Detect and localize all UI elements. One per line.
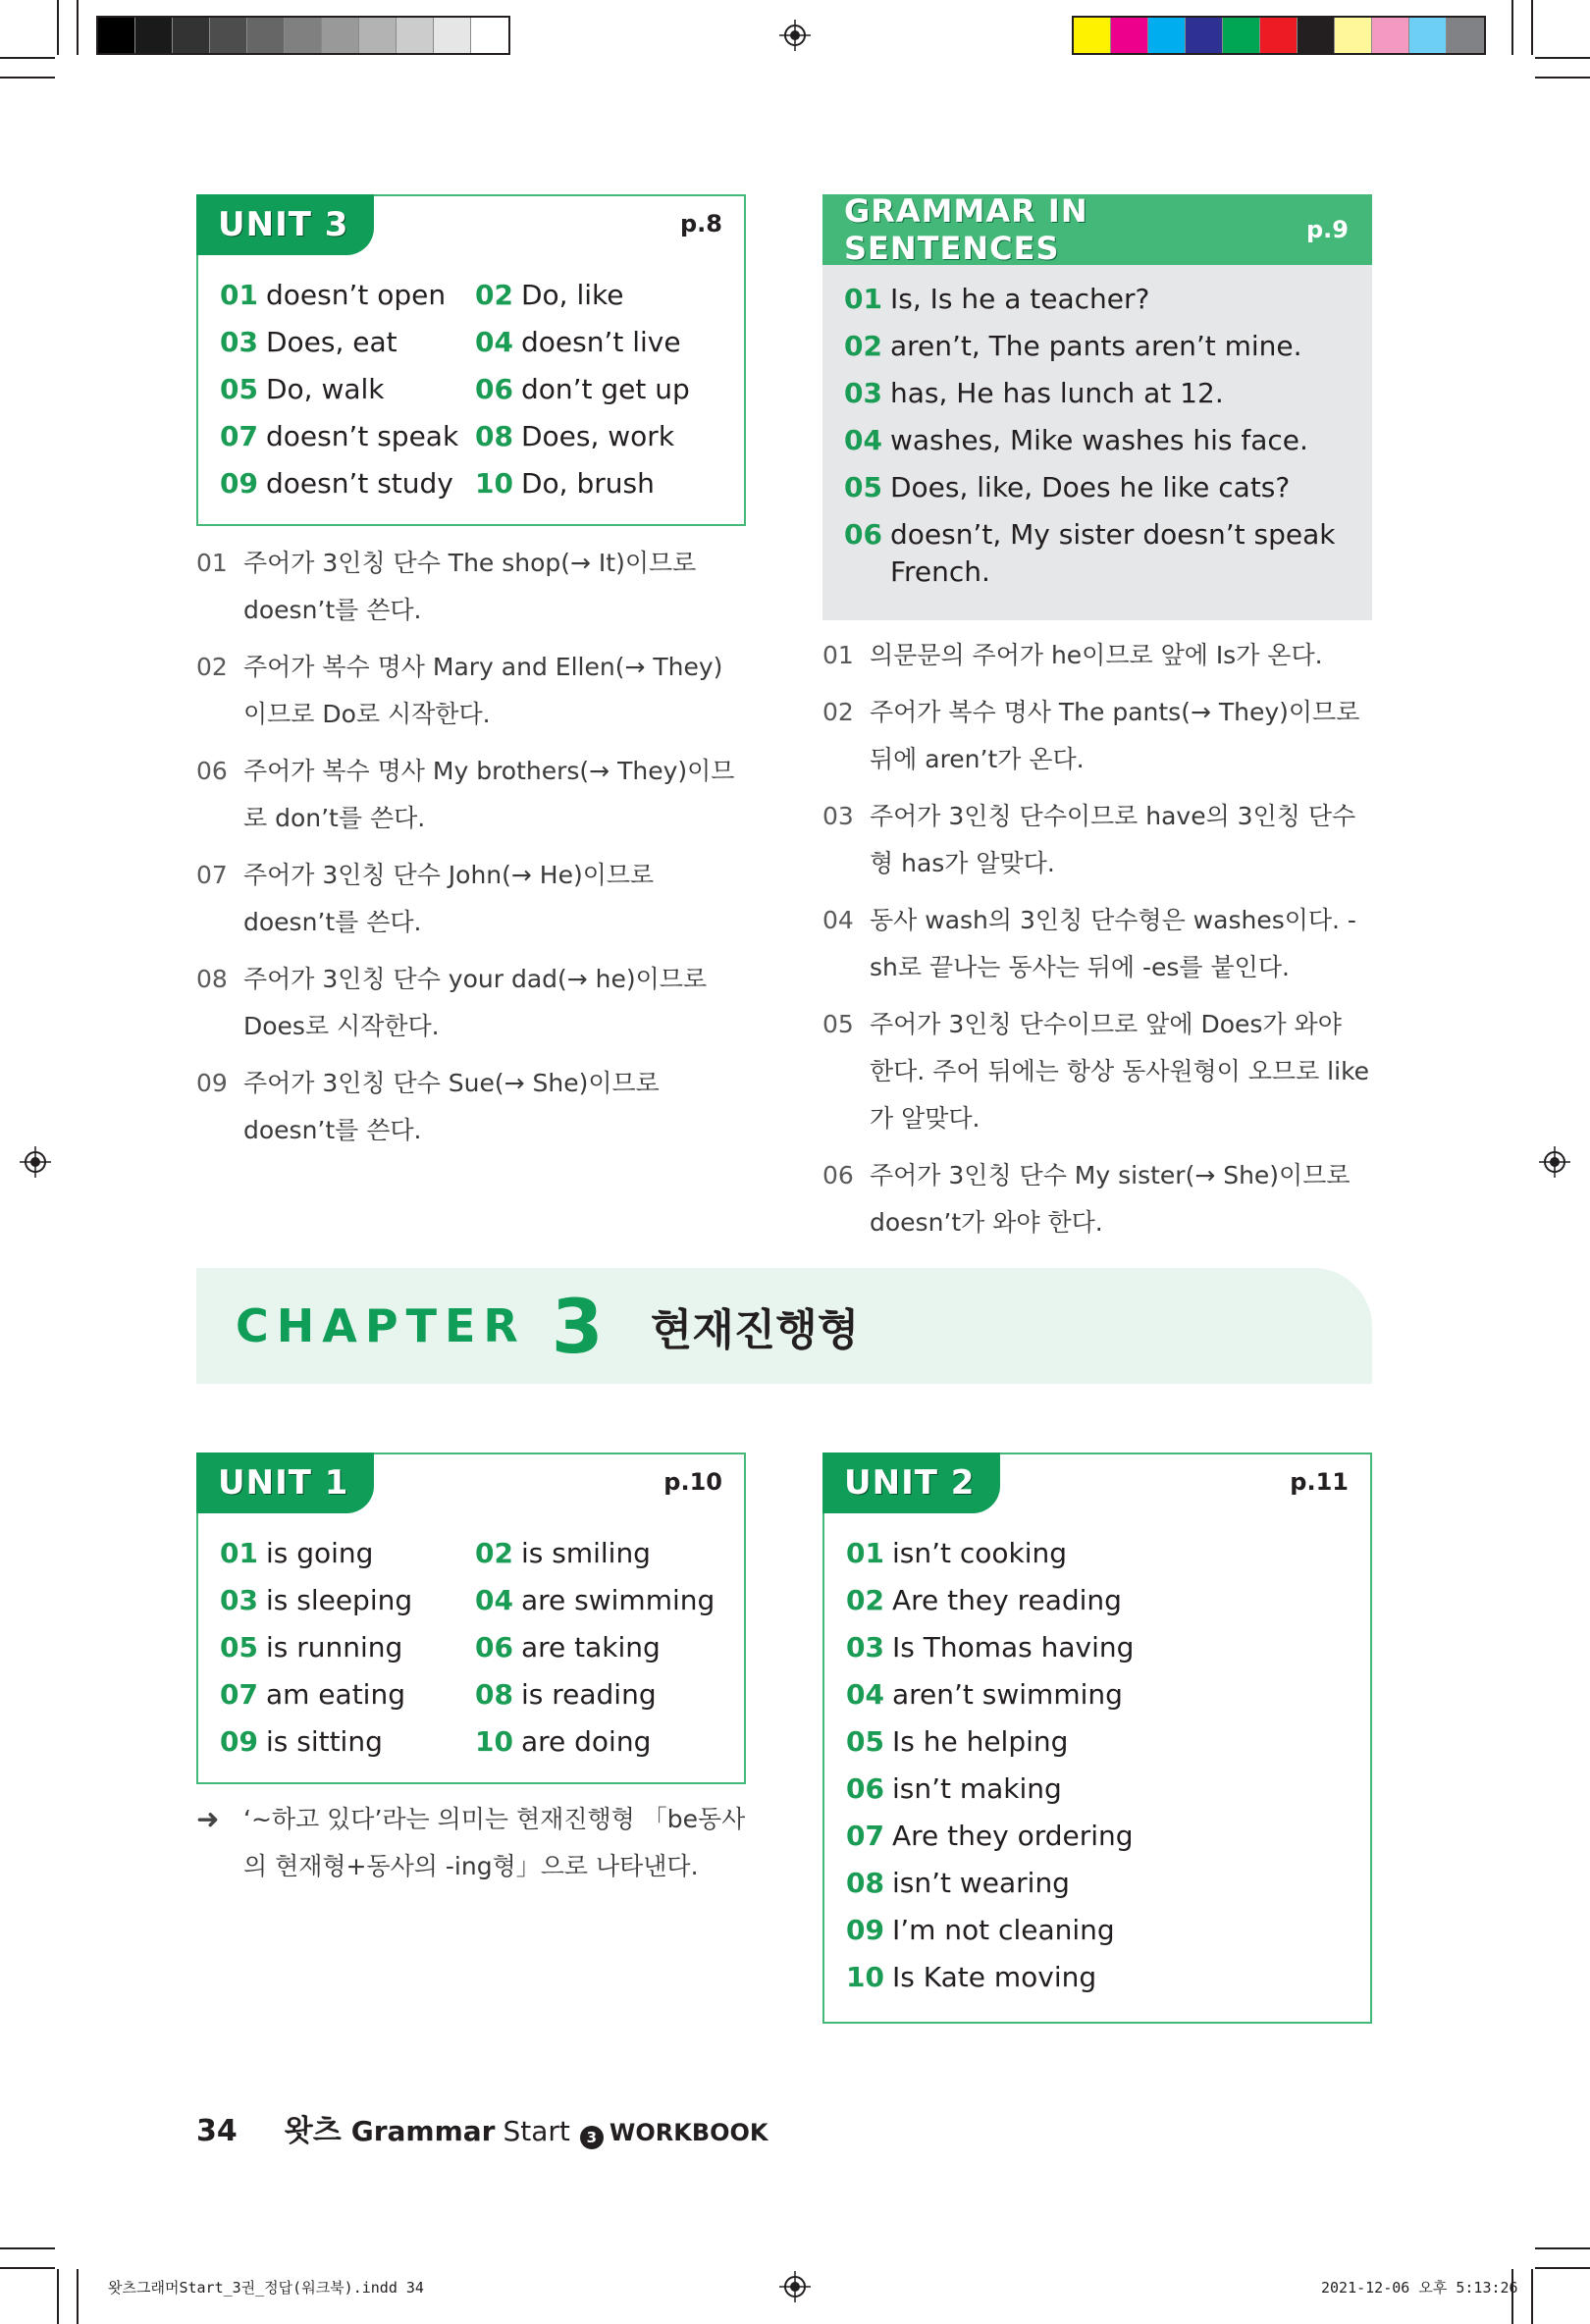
answer-item (475, 1723, 734, 1761)
explanation-text: 동사 wash의 3인칭 단수형은 washes이다. -sh로 끝나는 동사는 뒤에 -es를 붙인다. (870, 906, 1356, 981)
color-swatch (135, 18, 173, 53)
crop-mark (1535, 2267, 1590, 2269)
answer-item (220, 1535, 475, 1572)
color-swatch (1372, 18, 1409, 53)
answer-text: I’m not cleaning (891, 1914, 1115, 1946)
answer-text: is going (265, 1537, 374, 1569)
crop-mark (1535, 57, 1590, 59)
answer-number: 03 (844, 377, 882, 409)
answer-item (220, 418, 475, 455)
answer-number: 09 (220, 1725, 258, 1758)
explanation-text: 주어가 3인칭 단수 My sister(→ She)이므로 doesn’t가 와야 한다. (870, 1161, 1351, 1237)
color-swatch (1074, 18, 1111, 53)
unit1-tag: UNIT 1 (196, 1452, 374, 1513)
color-swatch (1148, 18, 1186, 53)
answer-text: are swimming (520, 1584, 716, 1616)
answer-item (475, 1582, 734, 1619)
color-swatch (434, 18, 471, 53)
unit3-explanations (196, 540, 746, 1154)
answer-text: Is he helping (891, 1725, 1069, 1758)
answer-item (220, 371, 475, 408)
registration-mark-icon (779, 2271, 811, 2302)
answer-item (220, 465, 475, 502)
color-swatch (322, 18, 359, 53)
answer-item (220, 1629, 475, 1666)
answer-number: 04 (844, 424, 882, 456)
slug-file-name: 왓츠그래머Start_3권_정답(워크북).indd 34 (108, 2279, 424, 2297)
gis-answer-list (822, 265, 1372, 591)
answer-number: 08 (475, 1678, 513, 1711)
gis-page-ref: p.9 (1306, 216, 1349, 243)
explanation-item (822, 689, 1372, 783)
registration-mark-icon (1539, 1146, 1570, 1178)
explanation-text: 주어가 복수 명사 Mary and Ellen(→ They)이므로 Do로 시작한다. (243, 653, 723, 728)
explanation-number: 01 (822, 641, 854, 669)
explanation-number: 05 (822, 1010, 854, 1038)
arrow-right-icon: ➜ (196, 1803, 220, 1835)
answer-number: 09 (220, 467, 258, 500)
answer-text: isn’t cooking (891, 1537, 1068, 1569)
answer-item (846, 1582, 1360, 1619)
color-swatch (1186, 18, 1223, 53)
answer-text: Is Thomas having (891, 1631, 1135, 1664)
color-swatch (1335, 18, 1372, 53)
slug-timestamp: 2021-12-06 오후 5:13:26 (1321, 2279, 1518, 2297)
book-title-grammar: Grammar (350, 2115, 496, 2147)
unit1-answer-box (196, 1452, 746, 1784)
unit1-page-ref: p.10 (663, 1468, 722, 1496)
color-swatch (173, 18, 210, 53)
gis-title: GRAMMAR IN SENTENCES (844, 192, 1088, 267)
chapter-label: CHAPTER (236, 1299, 526, 1352)
answer-item (475, 324, 734, 361)
answer-text: Are they ordering (891, 1820, 1134, 1852)
answer-number: 05 (220, 1631, 258, 1664)
answer-number: 07 (846, 1820, 884, 1852)
answer-item (475, 277, 734, 314)
answer-number: 03 (220, 326, 258, 358)
gis-header (822, 194, 1372, 265)
unit3-tag: UNIT 3 (196, 194, 374, 255)
answer-text: Does, like, Does he like cats? (889, 471, 1291, 503)
answer-number: 08 (846, 1867, 884, 1899)
answer-number: 08 (475, 420, 513, 452)
answer-number: 02 (846, 1584, 884, 1616)
crop-mark (1535, 2247, 1590, 2249)
answer-number: 10 (475, 467, 513, 500)
explanation-text: 주어가 3인칭 단수 Sue(→ She)이므로 doesn’t를 쓴다. (243, 1069, 660, 1144)
crop-mark (0, 2267, 55, 2269)
answer-number: 01 (846, 1537, 884, 1569)
answer-text: Does, eat (265, 326, 398, 358)
answer-number: 01 (844, 283, 882, 315)
unit3-answer-grid (220, 277, 734, 502)
answer-item (846, 1770, 1360, 1808)
book-title-start: Start (503, 2115, 570, 2147)
crop-mark (1511, 0, 1513, 55)
gis-explanations (822, 632, 1372, 1246)
answer-text: doesn’t, My sister doesn’t speak French. (889, 518, 1336, 588)
answer-item (475, 371, 734, 408)
answer-item (844, 375, 1354, 412)
answer-item (475, 1676, 734, 1714)
explanation-item (822, 1001, 1372, 1142)
answer-number: 05 (846, 1725, 884, 1758)
explanation-text: 주어가 3인칭 단수이므로 have의 3인칭 단수형 has가 알맞다. (870, 802, 1356, 877)
color-swatch (1447, 18, 1484, 53)
explanation-text: 주어가 3인칭 단수이므로 앞에 Does가 와야 한다. 주어 뒤에는 항상 동사원형이 오므로 like가 알맞다. (870, 1010, 1370, 1133)
answer-number: 07 (220, 1678, 258, 1711)
explanation-number: 02 (196, 653, 228, 681)
answer-text: aren’t swimming (891, 1678, 1123, 1711)
answer-text: Is, Is he a teacher? (889, 283, 1150, 315)
answer-item (475, 1629, 734, 1666)
unit2-tag: UNIT 2 (822, 1452, 1000, 1513)
explanation-item (196, 1060, 746, 1154)
explanation-item (196, 852, 746, 946)
answer-text: is sleeping (265, 1584, 413, 1616)
answer-item (475, 418, 734, 455)
answer-text: is smiling (520, 1537, 651, 1569)
answer-number: 06 (475, 1631, 513, 1664)
color-swatch (210, 18, 247, 53)
explanation-number: 06 (196, 757, 228, 785)
registration-mark-icon (779, 20, 811, 51)
answer-text: doesn’t speak (265, 420, 459, 452)
color-swatch (247, 18, 285, 53)
unit2-answer-list (846, 1535, 1360, 1996)
answer-number: 01 (220, 1537, 258, 1569)
answer-text: is reading (520, 1678, 657, 1711)
explanation-text: 의문문의 주어가 he이므로 앞에 Is가 온다. (870, 641, 1323, 669)
answer-item (846, 1865, 1360, 1902)
chapter-title: 현재진행형 (650, 1305, 860, 1355)
explanation-number: 02 (822, 698, 854, 726)
color-swatch (1298, 18, 1335, 53)
answer-number: 02 (475, 279, 513, 311)
explanation-item (196, 956, 746, 1050)
answer-item (846, 1676, 1360, 1714)
unit2-page-ref: p.11 (1290, 1468, 1349, 1496)
explanation-number: 06 (822, 1161, 854, 1189)
color-swatch (98, 18, 135, 53)
answer-item (846, 1535, 1360, 1572)
answer-text: am eating (265, 1678, 405, 1711)
answer-number: 10 (475, 1725, 513, 1758)
book-title-workbook: WORKBOOK (609, 2119, 768, 2146)
unit1-note (196, 1796, 746, 1890)
color-swatch (1223, 18, 1260, 53)
page-number: 34 (196, 2114, 238, 2148)
color-swatch (1409, 18, 1447, 53)
answer-text: don’t get up (520, 373, 690, 405)
explanation-number: 08 (196, 965, 228, 993)
explanation-item (822, 793, 1372, 887)
process-color-bar (1072, 16, 1486, 55)
answer-text: Do, walk (265, 373, 385, 405)
answer-number: 05 (844, 471, 882, 503)
crop-mark (1531, 2269, 1533, 2324)
unit1-answer-grid (220, 1535, 734, 1761)
color-swatch (397, 18, 434, 53)
answer-number: 06 (846, 1772, 884, 1805)
answer-number: 10 (846, 1961, 884, 1993)
answer-item (846, 1818, 1360, 1855)
answer-text: is sitting (265, 1725, 383, 1758)
answer-item (475, 465, 734, 502)
explanation-number: 01 (196, 549, 228, 577)
explanation-text: 주어가 3인칭 단수 The shop(→ It)이므로 doesn’t를 쓴다. (243, 549, 697, 624)
page-footer (196, 2106, 768, 2149)
answer-text: isn’t making (891, 1772, 1062, 1805)
answer-item (846, 1723, 1360, 1761)
answer-item (844, 469, 1354, 506)
answer-number: 04 (475, 1584, 513, 1616)
answer-number: 07 (220, 420, 258, 452)
chapter-banner (196, 1268, 1372, 1384)
color-swatch (359, 18, 397, 53)
answer-number: 03 (846, 1631, 884, 1664)
crop-mark (1535, 77, 1590, 79)
volume-badge: 3 (580, 2126, 604, 2149)
color-swatch (1260, 18, 1298, 53)
answer-text: isn’t wearing (891, 1867, 1070, 1899)
explanation-text: 주어가 3인칭 단수 your dad(→ he)이므로 Does로 시작한다. (243, 965, 708, 1040)
answer-text: Does, work (520, 420, 675, 452)
answer-item (220, 277, 475, 314)
answer-item (846, 1912, 1360, 1949)
answer-text: doesn’t study (265, 467, 453, 500)
registration-mark-icon (20, 1146, 51, 1178)
explanation-item (196, 540, 746, 634)
answer-text: Is Kate moving (891, 1961, 1097, 1993)
answer-text: has, He has lunch at 12. (889, 377, 1224, 409)
explanation-text: 주어가 복수 명사 The pants(→ They)이므로 뒤에 aren’t가 온다. (870, 698, 1360, 773)
answer-text: Do, like (520, 279, 624, 311)
grayscale-color-bar (96, 16, 510, 55)
answer-item (846, 1629, 1360, 1666)
explanation-number: 04 (822, 906, 854, 934)
answer-item (844, 516, 1354, 591)
answer-number: 02 (844, 330, 882, 362)
unit3-page-ref: p.8 (680, 210, 722, 238)
answer-item (844, 328, 1354, 365)
answer-number: 03 (220, 1584, 258, 1616)
crop-mark (77, 2269, 79, 2324)
answer-item (220, 1723, 475, 1761)
explanation-text: 주어가 복수 명사 My brothers(→ They)이므로 don’t를 쓴다. (243, 757, 735, 832)
answer-text: doesn’t live (520, 326, 681, 358)
answer-number: 04 (846, 1678, 884, 1711)
explanation-item (196, 748, 746, 842)
answer-text: are doing (520, 1725, 652, 1758)
answer-text: aren’t, The pants aren’t mine. (889, 330, 1302, 362)
answer-number: 04 (475, 326, 513, 358)
explanation-number: 09 (196, 1069, 228, 1097)
explanation-text: 주어가 3인칭 단수 John(→ He)이므로 doesn’t를 쓴다. (243, 861, 655, 936)
unit2-answer-box (822, 1452, 1372, 2024)
crop-mark (57, 0, 59, 55)
answer-item (846, 1959, 1360, 1996)
answer-item (220, 1582, 475, 1619)
explanation-item (822, 897, 1372, 991)
answer-text: Are they reading (891, 1584, 1122, 1616)
answer-number: 05 (220, 373, 258, 405)
answer-number: 09 (846, 1914, 884, 1946)
answer-item (475, 1535, 734, 1572)
answer-text: is running (265, 1631, 403, 1664)
explanation-item (196, 644, 746, 738)
crop-mark (57, 2269, 59, 2324)
explanation-number: 03 (822, 802, 854, 830)
color-swatch (1111, 18, 1148, 53)
unit3-answer-box (196, 194, 746, 526)
answer-item (844, 281, 1354, 318)
answer-item (220, 1676, 475, 1714)
answer-text: washes, Mike washes his face. (889, 424, 1308, 456)
unit1-note-text: ‘~하고 있다’라는 의미는 현재진행형 「be동사의 현재형+동사의 -ing형」으로 나타낸다. (243, 1805, 746, 1880)
answer-number: 06 (844, 518, 882, 551)
grammar-in-sentences-panel (822, 194, 1372, 620)
crop-mark (77, 0, 79, 55)
crop-mark (1531, 0, 1533, 55)
color-swatch (471, 18, 508, 53)
answer-item (844, 422, 1354, 459)
chapter-number: 3 (551, 1282, 604, 1370)
answer-number: 06 (475, 373, 513, 405)
answer-number: 01 (220, 279, 258, 311)
crop-mark (0, 2247, 55, 2249)
explanation-item (822, 632, 1372, 679)
crop-mark (0, 57, 55, 59)
explanation-number: 07 (196, 861, 228, 889)
answer-item (220, 324, 475, 361)
answer-number: 02 (475, 1537, 513, 1569)
answer-text: Do, brush (520, 467, 655, 500)
answer-text: doesn’t open (265, 279, 447, 311)
explanation-item (822, 1152, 1372, 1246)
book-title-korean: 왓츠 (284, 2114, 342, 2148)
crop-mark (0, 77, 55, 79)
answer-text: are taking (520, 1631, 661, 1664)
color-swatch (285, 18, 322, 53)
